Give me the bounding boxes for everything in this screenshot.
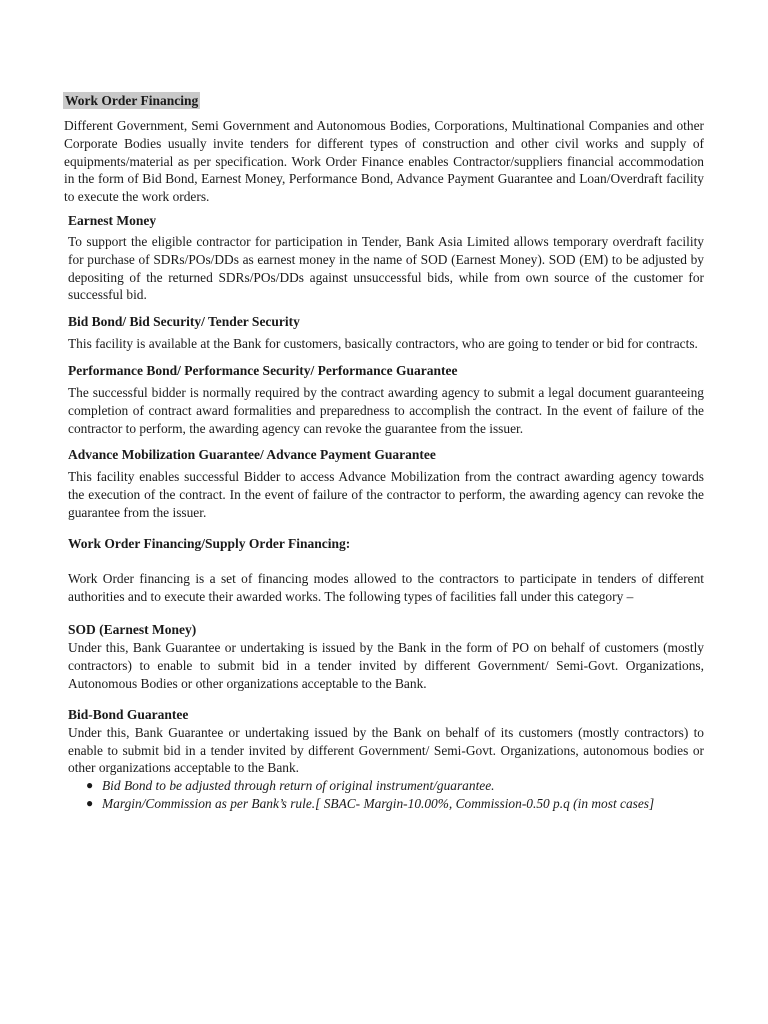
intro-paragraph: Different Government, Semi Government and Autonomous Bodies, Corporations, Multinational Companies and other Corporate Bodies usually invite tenders for different types of construction and other civil works and supply of equipments/material as per specification. Work Order Finance enables Contractor/suppliers financial accommodation in the form of Bid Bond, Earnest Money, Performance Bond, Advance Payment Guarantee and Loan/Overdraft facility to execute the work orders.	[64, 118, 704, 205]
section-advance-mobilization	[64, 446, 704, 521]
list-item-text: Bid Bond to be adjusted through return of original instrument/guarantee.	[102, 778, 495, 794]
list-item-text: Margin/Commission as per Bank’s rule.[ SBAC- Margin-10.00%, Commission-0.50 p.q (in most cases]	[102, 795, 655, 811]
section-body: This facility is available at the Bank for customers, basically contractors, who are going to tender or bid for contracts.	[68, 336, 698, 352]
list-item	[84, 795, 704, 813]
section-sod-earnest-money	[64, 621, 704, 692]
section-heading: Advance Mobilization Guarantee/ Advance Payment Guarantee	[68, 447, 436, 463]
section-bid-bond	[64, 313, 704, 353]
section-body: Under this, Bank Guarantee or undertaking issued by the Bank on behalf of its customers (mostly contractors) to enable to submit bid in a tender invited by different Government/ Semi-Govt. Organizations, autonomous bodies or other organizations acceptable to the Bank.	[68, 724, 704, 776]
section-heading: Bid Bond/ Bid Security/ Tender Security	[68, 314, 300, 330]
section-body: To support the eligible contractor for participation in Tender, Bank Asia Limited allows temporary overdraft facility for purchase of SDRs/POs/DDs as earnest money in the name of SOD (Earnest Money). SOD (EM) to be adjusted by depositing of the returned SDRs/POs/DDs against unsuccessful bids, while from own source of the customer for successful bid.	[68, 233, 704, 303]
section-heading: Earnest Money	[68, 212, 157, 228]
section-heading: Work Order Financing/Supply Order Financing:	[68, 535, 351, 551]
section-heading: Performance Bond/ Performance Security/ Performance Guarantee	[68, 362, 458, 378]
section-work-order-financing	[64, 535, 704, 606]
bullet-icon: ●	[86, 778, 94, 793]
section-heading: Bid-Bond Guarantee	[68, 706, 189, 722]
section-performance-bond	[64, 362, 704, 437]
bullet-icon: ●	[86, 795, 94, 810]
bullet-list	[68, 777, 704, 813]
document-page	[64, 92, 704, 813]
section-body: The successful bidder is normally required by the contract awarding agency to submit a legal document guaranteeing completion of contract award formalities and preparedness to accomplish the contract. In the event of failure of the contractor to perform, the awarding agency can revoke the guarantee from the issuer.	[68, 384, 704, 436]
section-body: Under this, Bank Guarantee or undertaking is issued by the Bank in the form of PO on behalf of customers (mostly contractors) to enable to submit bid in a tender invited by different Government/ Semi-Govt. Organizations, Autonomous Bodies or other organizations acceptable to the Bank.	[68, 640, 704, 691]
section-body: Work Order financing is a set of financing modes allowed to the contractors to participate in tenders of different authorities and to execute their awarded works. The following types of facilities fall under this category –	[68, 570, 704, 604]
section-earnest-money	[64, 212, 704, 304]
section-heading: SOD (Earnest Money)	[68, 622, 197, 638]
section-body: This facility enables successful Bidder to access Advance Mobilization from the contract awarding agency towards the execution of the contract. In the event of failure of the contractor to perform, the awarding agency can revoke the guarantee from the issuer.	[68, 469, 704, 520]
section-bid-bond-guarantee	[64, 706, 704, 813]
list-item	[84, 777, 704, 795]
document-title: Work Order Financing	[65, 93, 199, 108]
